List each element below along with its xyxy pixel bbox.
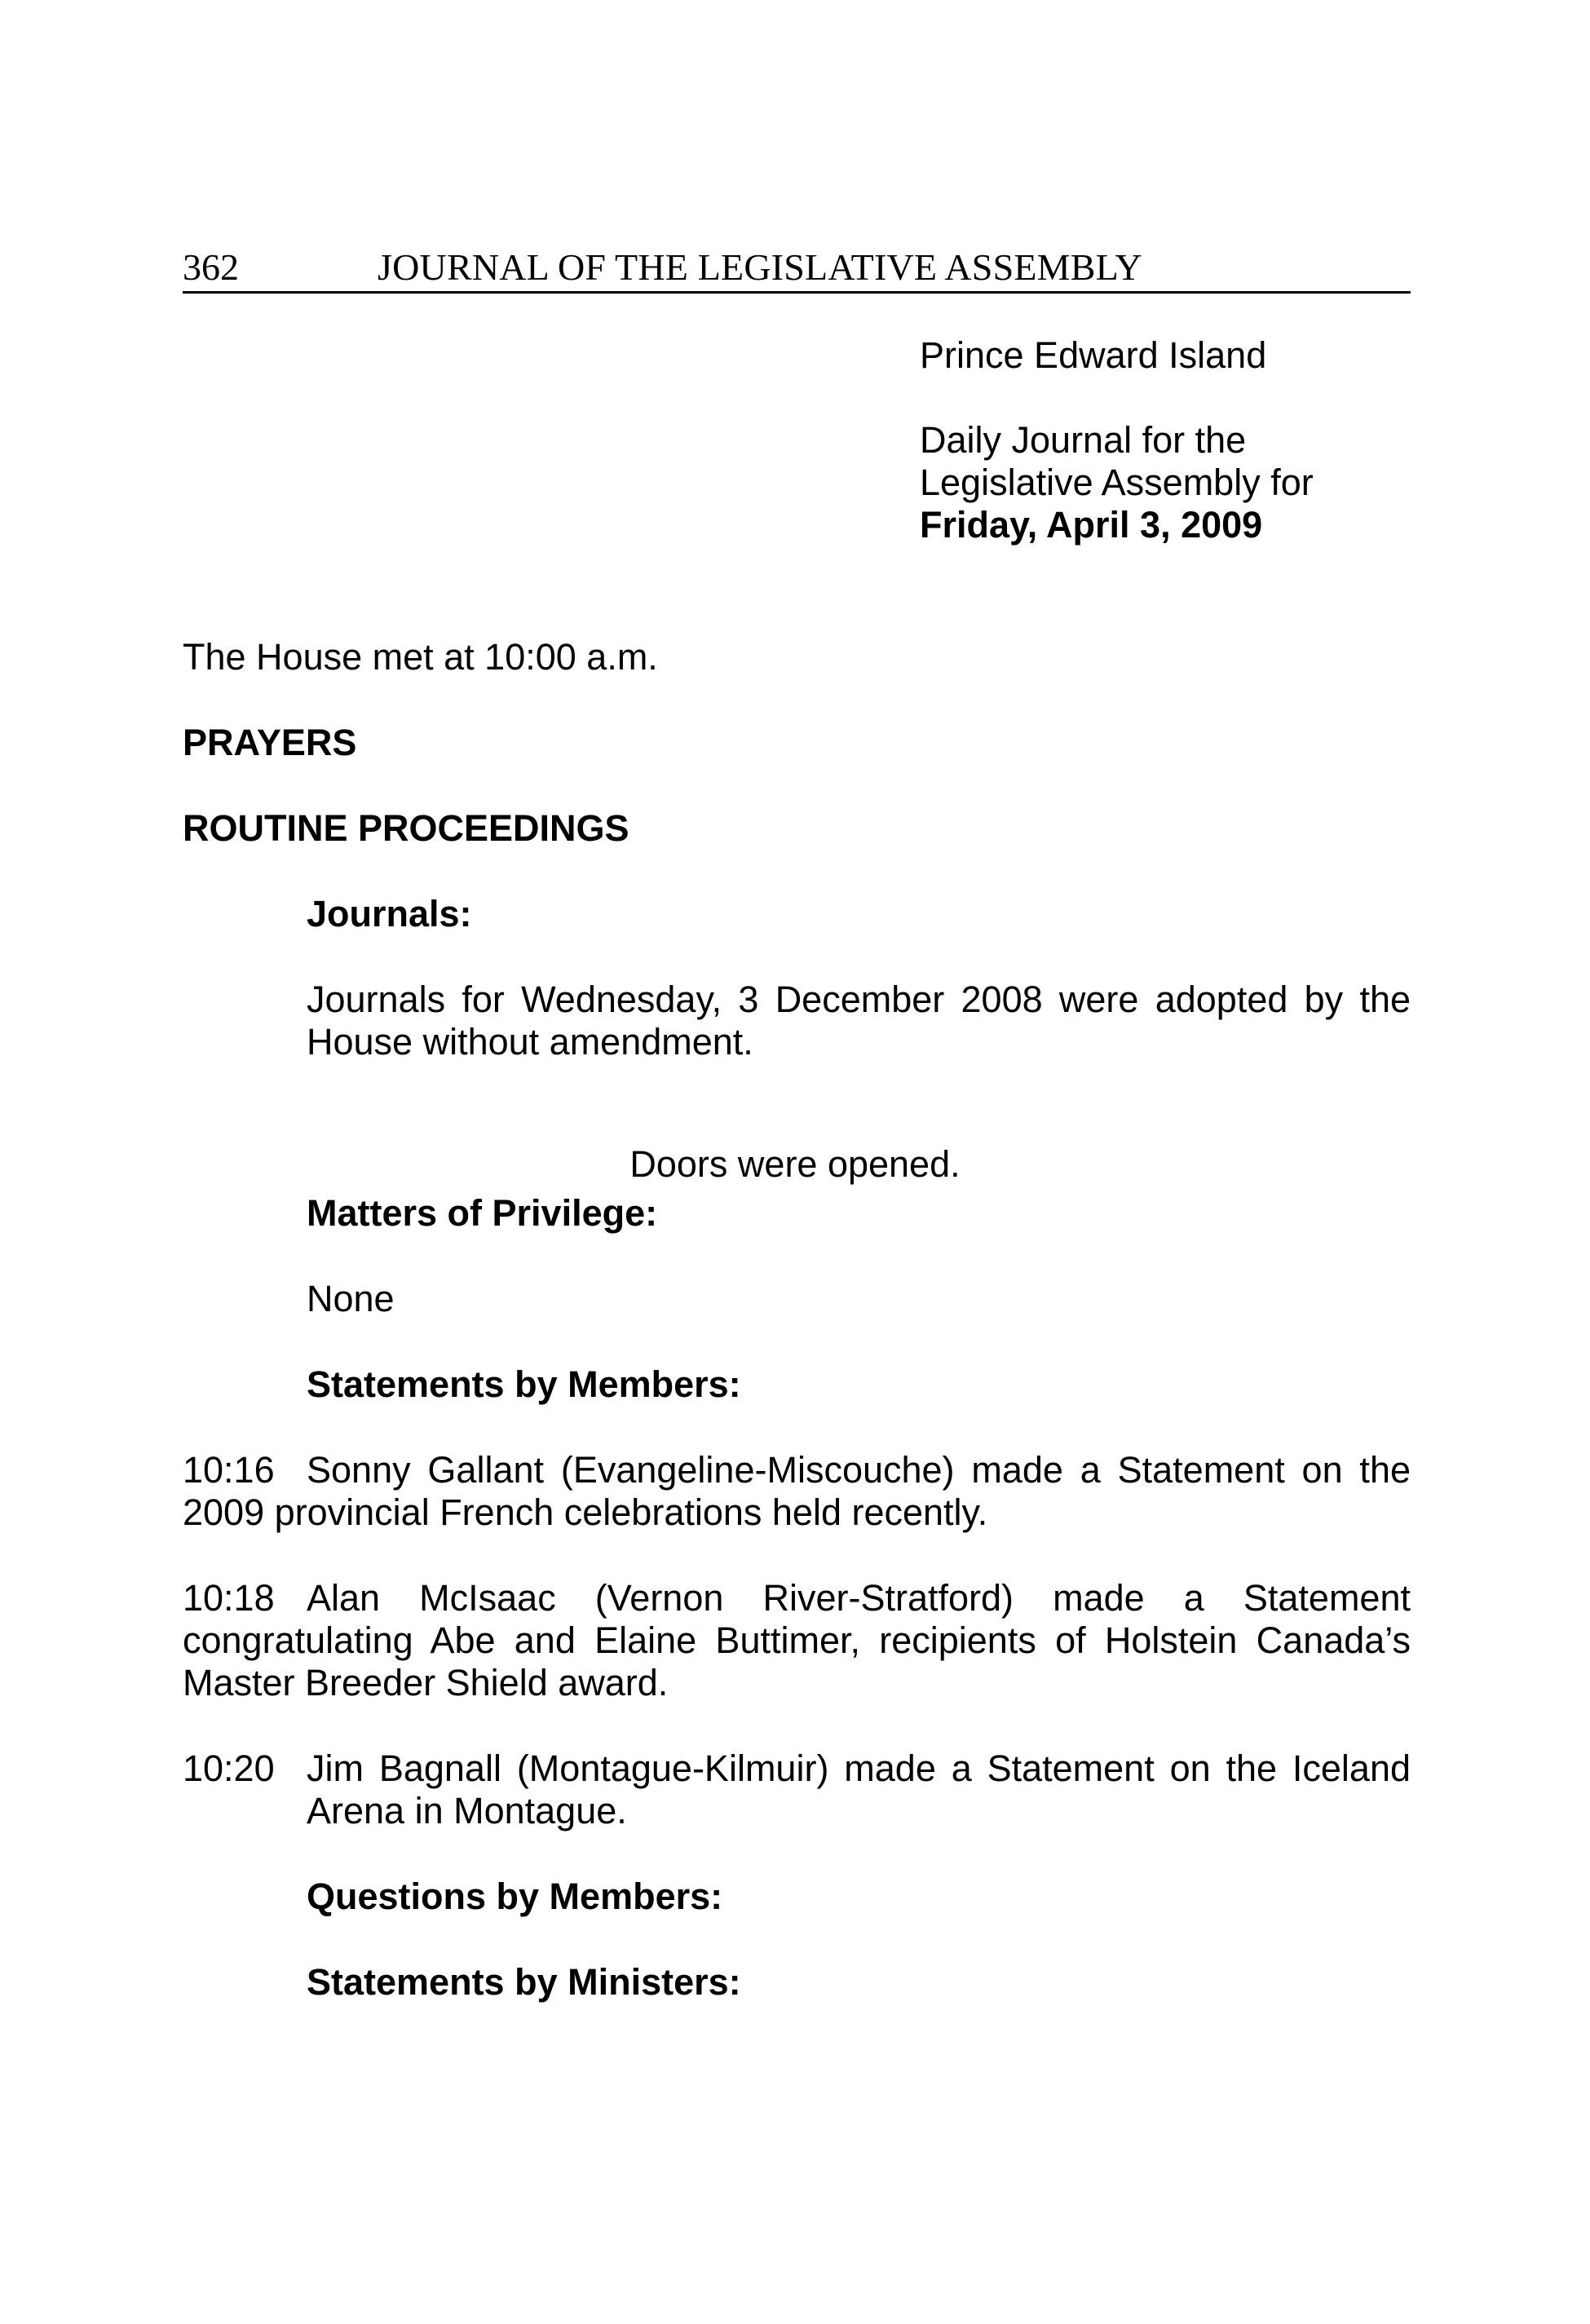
entry-time: 10:20 bbox=[183, 1747, 275, 1789]
entry-text: Jim Bagnall (Montague-Kilmuir) made a Statement on the Iceland Arena in Montague. bbox=[307, 1747, 1411, 1831]
journal-date: Friday, April 3, 2009 bbox=[920, 504, 1263, 546]
prayers-heading: PRAYERS bbox=[183, 722, 357, 763]
statements-by-members-heading: Statements by Members: bbox=[307, 1363, 741, 1405]
entry-time: 10:18 bbox=[183, 1577, 275, 1619]
province-name: Prince Edward Island bbox=[920, 334, 1267, 376]
member-statement-entry bbox=[183, 1577, 1411, 1704]
privilege-text: None bbox=[307, 1278, 395, 1319]
journal-line-1: Daily Journal for the bbox=[920, 419, 1247, 461]
statements-by-ministers-heading: Statements by Ministers: bbox=[307, 1961, 741, 2003]
journals-text: Journals for Wednesday, 3 December 2008 were adopted by the House without amendment. bbox=[307, 979, 1411, 1063]
entry-time: 10:16 bbox=[183, 1449, 275, 1491]
header-rule bbox=[183, 291, 1411, 294]
opening-line: The House met at 10:00 a.m. bbox=[183, 636, 658, 678]
questions-by-members-heading: Questions by Members: bbox=[307, 1876, 723, 1917]
privilege-heading: Matters of Privilege: bbox=[307, 1192, 658, 1234]
member-statement-entry bbox=[183, 1747, 1411, 1832]
journals-heading: Journals: bbox=[307, 893, 472, 934]
member-statement-entry bbox=[183, 1449, 1411, 1534]
entry-text: Sonny Gallant (Evangeline-Miscouche) made a Statement on the 2009 provincial French celebrations held recently. bbox=[183, 1449, 1411, 1533]
doors-opened-note: Doors were opened. bbox=[629, 1143, 961, 1185]
entry-text: Alan McIsaac (Vernon River-Stratford) made a Statement congratulating Abe and Elaine Buttimer, recipients of Holstein Canada’s Master Breeder Shield award. bbox=[183, 1577, 1411, 1703]
page-number: 362 bbox=[183, 246, 239, 288]
running-head-title: JOURNAL OF THE LEGISLATIVE ASSEMBLY bbox=[378, 246, 1142, 288]
routine-proceedings-heading: ROUTINE PROCEEDINGS bbox=[183, 807, 629, 849]
journal-line-2: Legislative Assembly for bbox=[920, 462, 1314, 503]
